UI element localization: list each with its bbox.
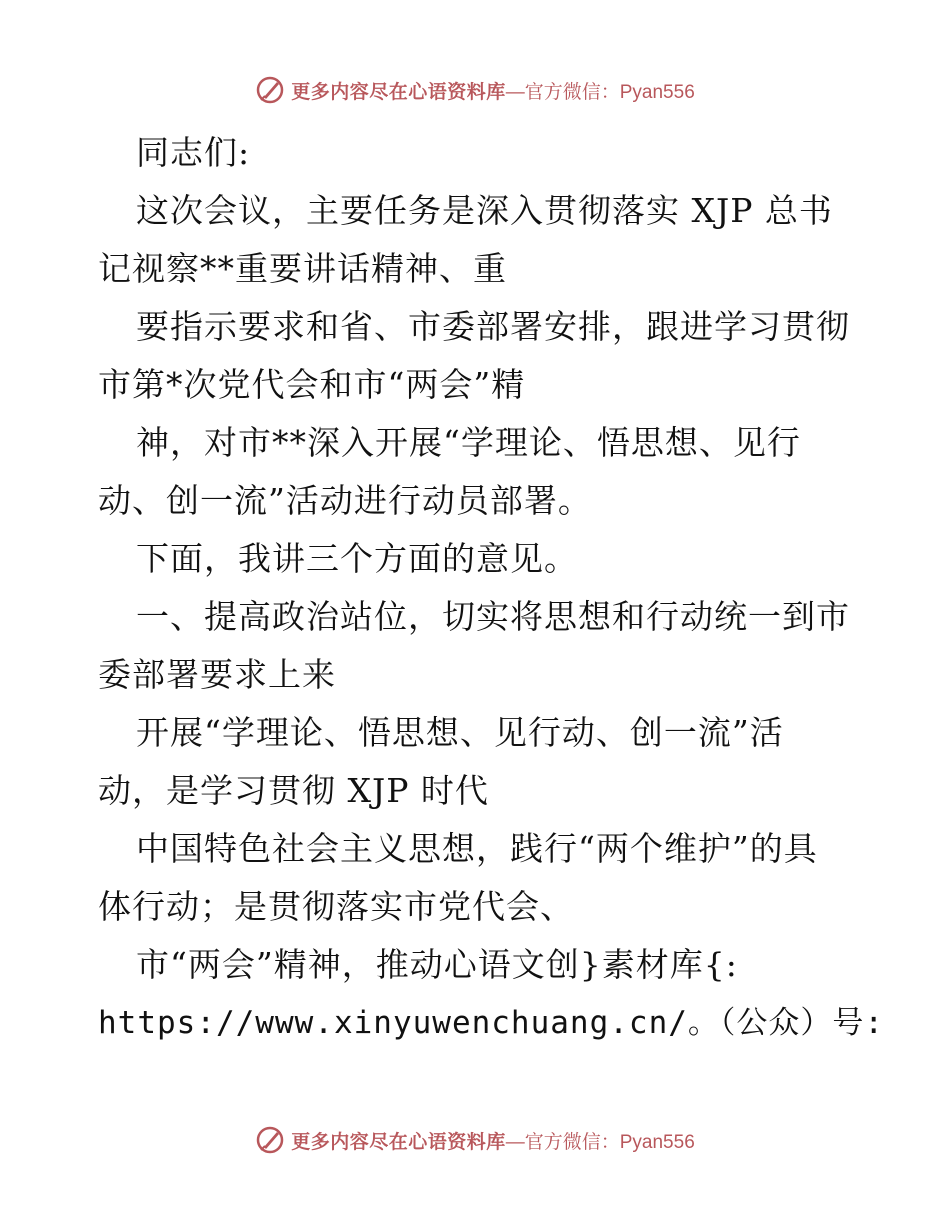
quill-logo-icon <box>255 1125 285 1155</box>
paragraph-line: 神，对市**深入开展“学理论、悟思想、见行 <box>136 423 801 462</box>
header-watermark <box>0 70 950 110</box>
paragraph-line: 下面，我讲三个方面的意见。 <box>136 539 578 578</box>
paragraph-line: 体行动；是贯彻落实市党代会、 <box>98 887 574 926</box>
salutation: 同志们: <box>136 133 251 172</box>
watermark-main-text: 更多内容尽在心语资料库 <box>291 1130 506 1153</box>
quill-logo-icon <box>255 75 285 105</box>
paragraph-line: 中国特色社会主义思想，践行“两个维护”的具 <box>136 829 818 868</box>
watermark-sub-text: —官方微信：Pyan556 <box>505 1131 695 1153</box>
watermark-sub-text: —官方微信：Pyan556 <box>505 81 695 103</box>
paragraph-line: 市“两会”精神，推动心语文创}素材库{: <box>136 945 738 984</box>
paragraph-line: 动、创一流”活动进行动员部署。 <box>98 481 592 520</box>
paragraph-line: 记视察**重要讲话精神、重 <box>98 249 507 288</box>
url-line: https://www.xinyuwenchuang.cn/。（公众）号: <box>98 1005 885 1041</box>
footer-watermark <box>0 1120 950 1160</box>
document-body <box>98 124 885 1052</box>
paragraph-line: 开展“学理论、悟思想、见行动、创一流”活 <box>136 713 784 752</box>
section-heading: 委部署要求上来 <box>98 655 336 694</box>
paragraph-line: 市第*次党代会和市“两会”精 <box>98 365 526 404</box>
paragraph-line: 这次会议，主要任务是深入贯彻落实 XJP 总书 <box>136 191 833 230</box>
paragraph-line: 要指示要求和省、市委部署安排，跟进学习贯彻 <box>136 307 850 346</box>
section-heading: 一、提高政治站位，切实将思想和行动统一到市 <box>136 597 850 636</box>
watermark-main-text: 更多内容尽在心语资料库 <box>291 80 506 103</box>
paragraph-line: 动，是学习贯彻 XJP 时代 <box>98 771 489 810</box>
